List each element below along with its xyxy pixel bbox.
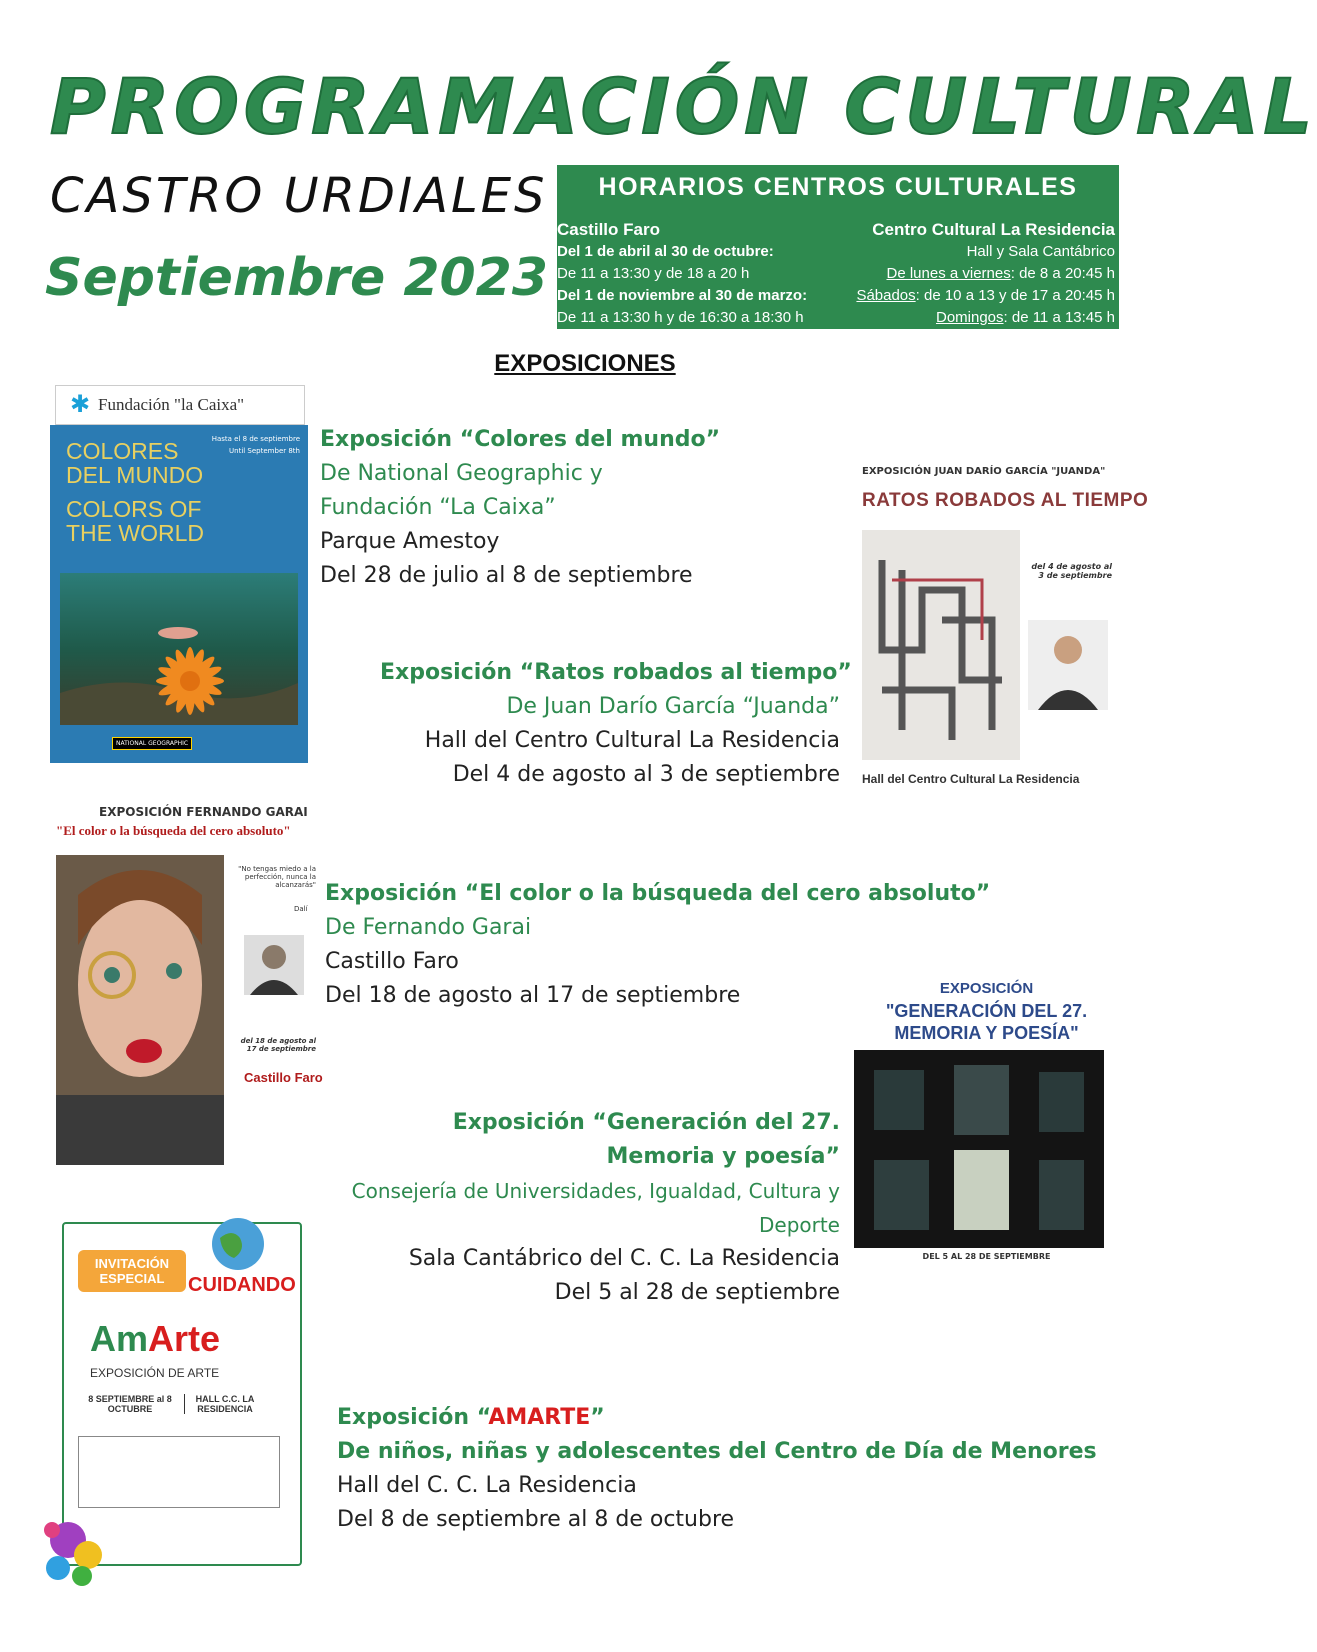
month-label: Septiembre 2023 [45,248,549,308]
castillo-period2: Del 1 de noviembre al 30 de marzo: [557,287,808,304]
colores-until: Hasta el 8 de septiembre [211,435,300,443]
residencia-name: Centro Cultural La Residencia [872,220,1115,239]
event-organizer: De National Geographic y [320,461,603,486]
event-dates: Del 28 de julio al 8 de septiembre [320,563,693,588]
event-dates: Del 8 de septiembre al 8 de octubre [337,1507,735,1532]
cuidando-logo: CUIDANDO [188,1274,296,1296]
amarte-place: HALL C.C. LA RESIDENCIA [184,1394,265,1414]
event-title-arte: ARTE [527,1405,591,1430]
event-place: Hall del C. C. La Residencia [337,1473,637,1498]
amarte-brand-am: Am [90,1318,149,1359]
event-place: Hall del Centro Cultural La Residencia [424,728,840,753]
event-colores [320,423,720,593]
generacion-footer: DEL 5 AL 28 DE SEPTIEMBRE [922,1252,1051,1261]
castillo-hours [557,219,807,329]
colores-until-en: Until September 8th [229,447,300,455]
event-generacion [340,1106,840,1310]
page-title: PROGRAMACIÓN CULTURAL [50,62,1317,151]
event-title: Exposición “El color o la búsqueda del cero absoluto” [325,881,991,906]
weekdays-label: De lunes a viernes [886,265,1011,282]
paint-splash-icon [38,1500,118,1590]
event-amarte [337,1401,1097,1537]
caixa-banner [55,385,305,425]
event-place: Sala Cantábrico del C. C. La Residencia [408,1246,840,1271]
sunday-hours: : de 11 a 13:45 h [1003,309,1115,326]
section-title: EXPOSICIONES [494,350,676,377]
event-organizer: De Fernando Garai [325,915,532,940]
event-organizer: Consejería de Universidades, Igualdad, Cultura y [351,1179,840,1203]
underwater-photo [60,573,298,725]
event-organizer: De niños, niñas y adolescentes del Centro de Día de Menores [337,1439,1097,1464]
event-dates: Del 18 de agosto al 17 de septiembre [325,983,741,1008]
windows-photo [854,1050,1104,1248]
castillo-hours2: De 11 a 13:30 h y de 16:30 a 18:30 h [557,309,804,326]
event-title: Exposición “Colores del mundo” [320,427,721,452]
event-title-am: AM [488,1405,528,1430]
hours-title: HORARIOS CENTROS CULTURALES [598,173,1078,201]
ratos-artwork [862,530,1020,760]
amarte-brand-arte: Arte [148,1318,221,1359]
sunday-label: Domingos [935,309,1004,326]
ratos-poster [856,460,1149,825]
city-name: CASTRO URDIALES [50,168,548,224]
generacion-poster [854,978,1119,1348]
event-organizer-2: Fundación “La Caixa” [320,495,556,520]
amarte-brand [90,1318,220,1360]
event-title-suffix: ” [590,1405,605,1430]
colores-poster [50,425,308,763]
event-title-2: Memoria y poesía” [606,1144,840,1169]
event-place: Parque Amestoy [320,529,500,554]
garai-poster [54,805,323,1165]
garai-quote: "No tengas miedo a la perfección, nunca la alcanzarás" [238,865,316,889]
ratos-footer: Hall del Centro Cultural La Residencia [862,772,1080,786]
event-dates: Del 4 de agosto al 3 de septiembre [452,762,840,787]
garai-subtitle: "El color o la búsqueda del cero absoluto" [56,823,291,838]
residencia-subtitle: Hall y Sala Cantábrico [966,243,1115,260]
ratos-head: EXPOSICIÓN JUAN DARÍO GARCÍA "JUANDA" [862,466,1106,477]
generacion-title: "GENERACIÓN DEL 27. MEMORIA Y POESÍA" [885,1001,1088,1043]
event-title: Exposición “Generación del 27. [452,1110,840,1135]
star-icon: ✱ [70,390,91,418]
garai-head: EXPOSICIÓN FERNANDO GARAI [99,805,308,819]
amarte-badge: INVITACIÓN ESPECIAL [78,1250,186,1292]
garai-dates: del 18 de agosto al 17 de septiembre [240,1037,316,1053]
garai-place: Castillo Faro [244,1070,323,1085]
castillo-name: Castillo Faro [557,220,660,239]
artist-photo [244,935,304,995]
amarte-text-box [78,1436,280,1508]
hours-box [557,165,1119,329]
residencia-hours [856,219,1115,329]
caixa-sponsor: Fundación "la Caixa" [98,395,245,414]
event-organizer-2: Deporte [758,1213,840,1237]
portrait-painting [56,855,224,1165]
amarte-subtitle: EXPOSICIÓN DE ARTE [90,1366,220,1380]
globe-icon [208,1214,268,1274]
event-organizer: De Juan Darío García “Juanda” [506,694,840,719]
event-place: Castillo Faro [325,949,459,974]
event-title [337,1401,1097,1435]
event-title: Exposición “Ratos robados al tiempo” [380,660,852,685]
ng-logo: NATIONAL GEOGRAPHIC [112,737,192,750]
amarte-date: 8 SEPTIEMBRE al 8 OCTUBRE [88,1394,172,1414]
colores-title-es: COLORES DEL MUNDO [66,438,204,488]
event-ratos [380,656,852,792]
castillo-hours1: De 11 a 13:30 y de 18 a 20 h [557,265,750,282]
castillo-period1: Del 1 de abril al 30 de octubre: [557,243,774,260]
saturday-label: Sábados [856,287,916,304]
colores-title-en: COLORS OF THE WORLD [66,496,204,546]
amarte-poster [38,1200,323,1592]
weekdays-hours: : de 8 a 20:45 h [1010,265,1115,282]
ratos-dates: del 4 de agosto al 3 de septiembre [1031,562,1112,580]
saturday-hours: : de 10 a 13 y de 17 a 20:45 h [915,287,1115,304]
garai-quote-author: Dalí [294,905,308,913]
artist-photo [1028,620,1108,710]
event-dates: Del 5 al 28 de septiembre [554,1280,840,1305]
ratos-title: RATOS ROBADOS AL TIEMPO [862,490,1149,511]
generacion-head: EXPOSICIÓN [939,980,1034,997]
event-title-prefix: Exposición “ [337,1405,489,1430]
